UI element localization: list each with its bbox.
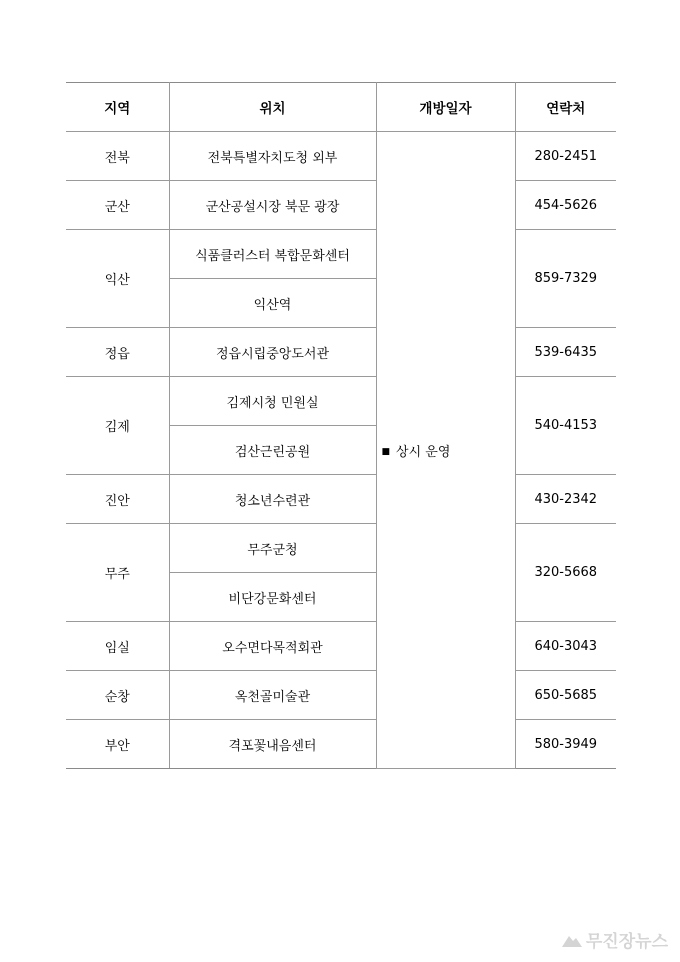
contact-cell: 539-6435 [515, 328, 616, 377]
location-cell: 군산공설시장 북문 광장 [169, 181, 376, 230]
mountain-logo-icon [562, 933, 582, 947]
region-cell: 부안 [66, 720, 169, 769]
header-location: 위치 [169, 83, 376, 132]
table-row [66, 671, 616, 720]
location-cell: 식품클러스터 복합문화센터 [169, 230, 376, 279]
region-cell: 진안 [66, 475, 169, 524]
header-region: 지역 [66, 83, 169, 132]
region-cell: 무주 [66, 524, 169, 622]
header-contact: 연락처 [515, 83, 616, 132]
location-cell: 옥천골미술관 [169, 671, 376, 720]
table-row [66, 377, 616, 426]
contact-cell: 859-7329 [515, 230, 616, 328]
contact-cell: 650-5685 [515, 671, 616, 720]
location-cell: 전북특별자치도청 외부 [169, 132, 376, 181]
contact-cell: 580-3949 [515, 720, 616, 769]
region-cell: 익산 [66, 230, 169, 328]
contact-cell: 640-3043 [515, 622, 616, 671]
region-cell: 순창 [66, 671, 169, 720]
location-cell: 정읍시립중앙도서관 [169, 328, 376, 377]
location-cell: 익산역 [169, 279, 376, 328]
table-row [66, 230, 616, 279]
contact-cell: 540-4153 [515, 377, 616, 475]
table-row [66, 132, 616, 181]
location-cell: 비단강문화센터 [169, 573, 376, 622]
location-cell: 무주군청 [169, 524, 376, 573]
watermark [562, 927, 668, 952]
header-open-date: 개방일자 [376, 83, 515, 132]
region-cell: 김제 [66, 377, 169, 475]
table-row [66, 475, 616, 524]
table-row [66, 328, 616, 377]
location-cell: 김제시청 민원실 [169, 377, 376, 426]
open-date-text: 상시 운영 [396, 444, 451, 460]
facility-table [66, 82, 616, 769]
bullet-icon: ■ [381, 447, 391, 457]
open-date-cell [376, 132, 515, 769]
region-cell: 군산 [66, 181, 169, 230]
table-header-row [66, 83, 616, 132]
region-cell: 전북 [66, 132, 169, 181]
location-cell: 격포꽃내음센터 [169, 720, 376, 769]
contact-cell: 454-5626 [515, 181, 616, 230]
table-row [66, 181, 616, 230]
location-cell: 청소년수련관 [169, 475, 376, 524]
contact-cell: 320-5668 [515, 524, 616, 622]
location-cell: 오수면다목적회관 [169, 622, 376, 671]
table-row [66, 524, 616, 573]
contact-cell: 280-2451 [515, 132, 616, 181]
contact-cell: 430-2342 [515, 475, 616, 524]
location-cell: 검산근린공원 [169, 426, 376, 475]
region-cell: 정읍 [66, 328, 169, 377]
watermark-text: 무진장뉴스 [585, 932, 668, 952]
table-row [66, 622, 616, 671]
region-cell: 임실 [66, 622, 169, 671]
table-row [66, 720, 616, 769]
